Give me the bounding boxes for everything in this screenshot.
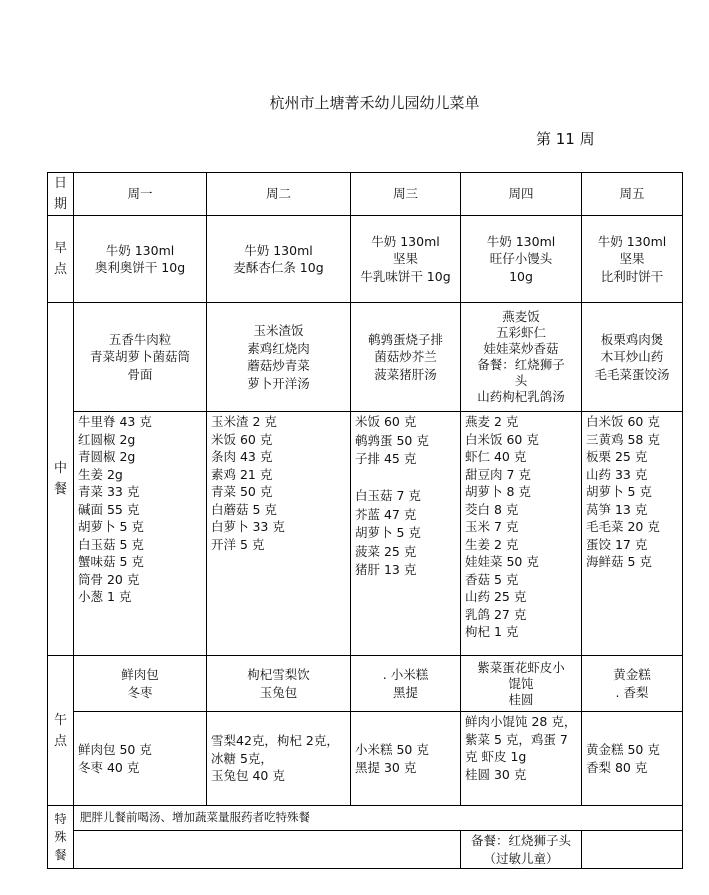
day-header: 周二 — [207, 173, 351, 216]
snack-dish-cell — [461, 656, 582, 712]
day-header: 周三 — [351, 173, 461, 216]
lunch-ingredient-cell — [74, 412, 207, 656]
date-label: 日期 — [48, 173, 74, 216]
cell-line: 青圆椒 2g — [78, 449, 136, 464]
cell-line: 牛奶 130ml — [105, 242, 175, 258]
cell-line: 生姜 2 克 — [465, 536, 519, 552]
cell-line: 生姜 2g — [78, 466, 123, 482]
cell-line: 虾仁 40 克 — [465, 449, 527, 464]
cell-line: 筒骨 20 克 — [78, 571, 140, 587]
cell-line: 青菜胡萝卜菌菇筒 — [89, 349, 190, 365]
cell-line: 三黄鸡 58 克 — [586, 431, 660, 447]
cell-line: （过敏儿童） — [483, 850, 559, 866]
cell-line: 毛毛菜 20 克 — [586, 519, 660, 534]
cell-line: 乳鸽 27 克 — [465, 606, 527, 622]
cell-line: 蘑菇炒青菜 — [247, 358, 310, 373]
cell-line — [355, 469, 456, 488]
day-header: 周四 — [461, 173, 582, 216]
cell-line: 牛奶 130ml — [244, 242, 313, 258]
cell-line: 白玉菇 7 克 — [355, 488, 421, 503]
snack-dishes-row — [48, 656, 683, 712]
snack-dish-cell — [207, 656, 351, 712]
cell-line: 菠菜猪肝汤 — [374, 366, 437, 382]
cell-line: 菠菜 25 克 — [355, 543, 417, 559]
cell-line: 牛奶 130ml — [486, 233, 556, 249]
cell-line: 坚果 — [392, 251, 418, 267]
cell-line: 胡萝卜 8 克 — [465, 484, 531, 499]
cell-line: 板栗 25 克 — [586, 449, 648, 464]
cell-line: 莴笋 13 克 — [586, 501, 648, 517]
cell-line: 茭白 8 克 — [465, 501, 519, 517]
cell-line: 蛋饺 17 克 — [586, 536, 648, 552]
lunch-ingredient-cell — [461, 412, 582, 656]
cell-line: 菌菇炒芥兰 — [374, 349, 437, 365]
cell-line: 牛里脊 43 克 — [78, 414, 152, 429]
cell-line: 胡萝卜 5 克 — [355, 525, 421, 540]
lunch-dish-cell — [74, 303, 207, 412]
cell-line: 鲜肉包 50 克 — [78, 742, 152, 757]
lunch-dish-cell — [351, 303, 461, 412]
breakfast-cell — [582, 216, 683, 303]
cell-line: 备餐：红烧狮子 — [477, 357, 565, 372]
snack-ingredient-cell — [351, 712, 461, 806]
cell-line: 子排 45 克 — [355, 451, 417, 466]
breakfast-row — [48, 216, 683, 303]
special-text: 肥胖儿餐前喝汤、增加蔬菜量服药者吃特殊餐 — [74, 806, 683, 831]
cell-line: 鲜肉包 — [121, 667, 159, 682]
cell-line: 黑提 30 克 — [355, 759, 417, 775]
cell-line: 小米糕 50 克 — [355, 742, 429, 757]
cell-line: 娃娃菜 50 克 — [465, 554, 539, 569]
cell-line: . 小米糕 — [382, 667, 429, 682]
snack-label: 午点 — [48, 656, 74, 806]
lunch-ingredients-row — [48, 412, 683, 656]
cell-line: 黄金糕 50 克 — [586, 742, 660, 757]
cell-line: 桂圆 — [508, 691, 534, 707]
snack-ingredient-cell — [461, 712, 582, 806]
cell-line: 坚果 — [619, 251, 645, 267]
cell-line: 素鸡 21 克 — [211, 466, 273, 482]
cell-line: 鹌鹑蛋烧子排 — [367, 331, 443, 347]
cell-line: 馄饨 — [508, 675, 534, 691]
cell-line: 胡萝卜 5 克 — [78, 519, 144, 534]
cell-line: 冬枣 — [127, 684, 153, 700]
cell-line: 枸杞雪梨饮 — [247, 667, 310, 682]
cell-line: 玉兔包 — [259, 684, 298, 700]
lunch-dish-cell — [582, 303, 683, 412]
breakfast-cell — [461, 216, 582, 303]
special-label: 特殊餐 — [48, 806, 74, 869]
header-row — [48, 173, 683, 216]
cell-line: 桂圆 30 克 — [465, 766, 527, 782]
snack-ingredient-cell — [207, 712, 351, 806]
cell-line: 毛毛菜蛋饺汤 — [594, 366, 670, 382]
cell-line: 麦酥杏仁条 10g — [233, 260, 324, 275]
cell-line: 米饭 60 克 — [355, 414, 417, 429]
cell-line: 甜豆肉 7 克 — [465, 466, 531, 482]
cell-line: 素鸡红烧肉 — [247, 340, 310, 356]
menu-title: 杭州市上塘菁禾幼儿园幼儿菜单 — [269, 94, 480, 112]
special-blank-cell — [74, 831, 461, 869]
cell-line: 蟹味菇 5 克 — [78, 554, 144, 569]
cell-line: 板栗鸡肉煲 — [600, 331, 664, 347]
cell-line: 开洋 5 克 — [211, 536, 265, 552]
cell-line: 条肉 43 克 — [211, 449, 273, 464]
cell-line: 燕麦 2 克 — [465, 414, 519, 429]
breakfast-label: 早点 — [48, 216, 74, 303]
cell-line: 香梨 80 克 — [586, 759, 648, 775]
snack-ingredient-cell — [74, 712, 207, 806]
cell-line: 旺仔小馒头 — [489, 251, 553, 267]
cell-line: 米饭 60 克 — [211, 431, 273, 447]
lunch-ingredient-cell — [351, 412, 461, 656]
day-header: 周五 — [582, 173, 683, 216]
cell-line: 海鲜菇 5 克 — [586, 554, 652, 569]
special-empty-cell — [582, 831, 683, 869]
snack-ingredient-cell — [582, 712, 683, 806]
breakfast-cell — [74, 216, 207, 303]
cell-line: 冬枣 40 克 — [78, 759, 140, 775]
lunch-dish-cell — [461, 303, 582, 412]
cell-line: 木耳炒山药 — [600, 349, 664, 365]
cell-line: 枸杞 1 克 — [465, 624, 519, 639]
cell-line: 白米饭 60 克 — [586, 414, 660, 429]
lunch-dishes-row — [48, 303, 683, 412]
lunch-ingredient-cell — [582, 412, 683, 656]
cell-line: 小葱 1 克 — [78, 589, 132, 604]
cell-line: 香菇 5 克 — [465, 571, 519, 587]
day-header: 周一 — [74, 173, 207, 216]
cell-line: 黄金糕 — [613, 667, 651, 682]
cell-line: 白玉菇 5 克 — [78, 536, 144, 552]
cell-line: 燕麦饭 — [502, 309, 540, 324]
cell-line: 10g — [509, 268, 533, 284]
cell-line: 碱面 55 克 — [78, 501, 140, 517]
cell-line: 萝卜开洋汤 — [247, 375, 310, 391]
menu-table — [47, 172, 683, 869]
cell-line: 山药 25 克 — [465, 589, 527, 604]
cell-line: 山药 33 克 — [586, 466, 648, 482]
snack-dish-cell — [351, 656, 461, 712]
cell-line: 山药枸杞乳鸽汤 — [477, 389, 565, 404]
snack-dish-cell — [74, 656, 207, 712]
cell-line: 玉米渣 2 克 — [211, 414, 277, 429]
lunch-ingredient-cell — [207, 412, 351, 656]
cell-line: 牛乳味饼干 10g — [360, 268, 451, 284]
cell-line: 头 — [514, 373, 528, 388]
snack-ingredients-row — [48, 712, 683, 806]
cell-line: 白萝卜 33 克 — [211, 519, 285, 534]
breakfast-cell — [207, 216, 351, 303]
breakfast-cell — [351, 216, 461, 303]
lunch-dish-cell — [207, 303, 351, 412]
cell-line: 牛奶 130ml — [371, 233, 440, 249]
cell-line: 红圆椒 2g — [78, 431, 136, 447]
lunch-label: 中餐 — [48, 303, 74, 656]
cell-line: 雪梨42克，枸杞 2克，冰糖 5克， — [211, 733, 339, 766]
cell-line: 五香牛肉粒 — [108, 331, 172, 347]
cell-line: 黑提 — [392, 684, 418, 700]
week-label: 第 11 周 — [536, 130, 595, 148]
cell-line: 骨面 — [127, 366, 153, 382]
cell-line: 备餐：红烧狮子头 — [470, 833, 571, 848]
cell-line: 白米饭 60 克 — [465, 431, 539, 447]
special-note-cell — [461, 831, 582, 869]
cell-line: 胡萝卜 5 克 — [586, 484, 652, 499]
cell-line: 紫菜蛋花虾皮小 — [477, 659, 565, 675]
cell-line: 玉米 7 克 — [465, 519, 519, 534]
cell-line: 玉米渣饭 — [253, 323, 304, 338]
cell-line: . 香梨 — [615, 684, 649, 700]
cell-line: 五彩虾仁 — [495, 325, 546, 340]
cell-line: 猪肝 13 克 — [355, 562, 417, 577]
cell-line: 鹌鹑蛋 50 克 — [355, 432, 429, 448]
cell-line: 玉兔包 40 克 — [211, 768, 285, 784]
cell-line: 青菜 50 克 — [211, 484, 273, 499]
cell-line: 青菜 33 克 — [78, 484, 140, 499]
cell-line: 娃娃菜炒香菇 — [483, 341, 559, 356]
cell-line: 白蘑菇 5 克 — [211, 501, 277, 517]
cell-line: 奥利奥饼干 10g — [94, 260, 186, 275]
cell-line: 牛奶 130ml — [597, 233, 667, 249]
cell-line: 芥蓝 47 克 — [355, 506, 417, 522]
special-note-row — [48, 831, 683, 869]
special-row — [48, 806, 683, 831]
cell-line: 鲜肉小馄饨 28 克，紫菜 5 克，鸡蛋 7 克 虾皮 1g — [465, 714, 577, 764]
snack-dish-cell — [582, 656, 683, 712]
cell-line: 比利时饼干 — [600, 268, 664, 284]
